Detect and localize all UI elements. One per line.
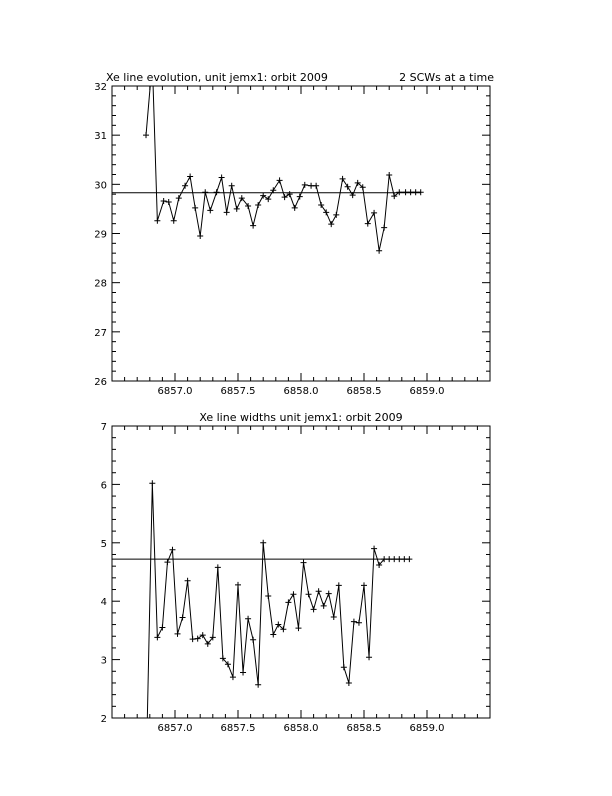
data-point <box>336 582 342 588</box>
data-point <box>260 193 266 199</box>
data-point <box>270 631 276 637</box>
data-point <box>418 189 424 195</box>
data-point <box>224 209 230 215</box>
y-tick-label: 27 <box>94 327 107 339</box>
data-point <box>229 183 235 189</box>
data-point <box>345 184 351 190</box>
data-point <box>285 599 291 605</box>
x-tick-label: 6857.0 <box>157 723 193 734</box>
y-tick-label: 32 <box>94 82 107 93</box>
data-point <box>154 634 160 640</box>
data-point <box>381 225 387 231</box>
data-point <box>180 615 186 621</box>
data-series <box>144 480 412 724</box>
data-point <box>143 132 149 138</box>
data-point <box>154 218 160 224</box>
data-point <box>302 182 308 188</box>
data-point <box>292 205 298 211</box>
data-point <box>197 233 203 239</box>
data-point <box>323 209 329 215</box>
data-point <box>311 606 317 612</box>
data-point <box>365 221 371 227</box>
data-point <box>192 205 198 211</box>
x-tick-label: 6859.0 <box>409 723 445 734</box>
y-tick-label: 26 <box>94 377 107 388</box>
data-point <box>230 674 236 680</box>
data-point <box>207 207 213 213</box>
data-point <box>328 221 334 227</box>
data-point <box>295 625 301 631</box>
x-tick-label: 6857.5 <box>220 386 256 397</box>
data-point <box>290 591 296 597</box>
data-point <box>190 636 196 642</box>
data-point <box>234 206 240 212</box>
series-line <box>147 483 409 721</box>
data-point <box>166 199 172 205</box>
data-point <box>255 682 261 688</box>
x-tick-label: 6858.5 <box>346 723 382 734</box>
y-tick-label: 4 <box>100 597 107 609</box>
chart-panel-2 <box>101 411 490 734</box>
data-point <box>250 223 256 229</box>
data-point <box>341 664 347 670</box>
data-point <box>386 172 392 178</box>
data-point <box>255 202 261 208</box>
x-tick-label: 6858.5 <box>346 386 382 397</box>
data-point <box>306 591 312 597</box>
x-tick-label: 6858.0 <box>283 386 319 397</box>
data-point <box>202 189 208 195</box>
data-point <box>297 194 303 200</box>
chart-title: Xe line evolution, unit jemx1: orbit 2009 <box>106 71 328 84</box>
data-point <box>164 559 170 565</box>
data-point <box>245 616 251 622</box>
y-tick-label: 29 <box>94 229 107 241</box>
data-point <box>366 654 372 660</box>
data-point <box>219 174 225 180</box>
data-point <box>169 547 175 553</box>
data-point <box>318 202 324 208</box>
data-point <box>161 198 167 204</box>
data-point <box>175 631 181 637</box>
y-tick-label: 5 <box>100 538 107 550</box>
data-point <box>144 718 150 724</box>
y-tick-label: 30 <box>94 180 107 192</box>
x-tick-label: 6857.5 <box>220 723 256 734</box>
chart-title: Xe line widths unit jemx1: orbit 2009 <box>199 411 403 424</box>
data-point <box>331 614 337 620</box>
data-point <box>250 637 256 643</box>
plot-frame <box>112 426 490 718</box>
data-point <box>187 173 193 179</box>
chart-panel-1 <box>94 58 494 397</box>
data-point <box>376 248 382 254</box>
data-series <box>143 58 424 253</box>
data-point <box>346 680 352 686</box>
data-point <box>159 624 165 630</box>
data-point <box>371 210 377 216</box>
data-point <box>215 564 221 570</box>
data-point <box>185 578 191 584</box>
data-point <box>282 194 288 200</box>
data-point <box>313 183 319 189</box>
data-point <box>176 195 182 201</box>
data-point <box>240 669 246 675</box>
data-point <box>171 218 177 224</box>
data-point <box>321 603 327 609</box>
data-point <box>235 582 241 588</box>
y-tick-label: 2 <box>100 714 107 725</box>
data-point <box>265 196 271 202</box>
data-point <box>406 556 412 562</box>
data-point <box>260 540 266 546</box>
y-tick-label: 6 <box>100 480 107 492</box>
data-point <box>214 189 220 195</box>
plot-frame <box>112 86 490 381</box>
data-point <box>356 620 362 626</box>
data-point <box>301 560 307 566</box>
data-point <box>371 546 377 552</box>
data-point <box>200 632 206 638</box>
y-tick-label: 28 <box>94 278 107 290</box>
x-tick-label: 6858.0 <box>283 723 319 734</box>
data-point <box>149 58 155 64</box>
data-point <box>316 588 322 594</box>
data-point <box>265 593 271 599</box>
x-tick-label: 6857.0 <box>157 386 193 397</box>
data-point <box>333 212 339 218</box>
y-tick-label: 7 <box>100 422 107 433</box>
y-tick-label: 3 <box>100 655 107 667</box>
data-point <box>340 176 346 182</box>
data-point <box>351 619 357 625</box>
data-point <box>287 191 293 197</box>
x-tick-label: 6859.0 <box>409 386 445 397</box>
data-point <box>149 480 155 486</box>
data-point <box>361 582 367 588</box>
y-tick-label: 31 <box>94 131 107 143</box>
chart-subtitle: 2 SCWs at a time <box>399 71 494 84</box>
data-point <box>326 591 332 597</box>
data-point <box>195 636 201 642</box>
data-point <box>182 183 188 189</box>
data-point <box>277 177 283 183</box>
